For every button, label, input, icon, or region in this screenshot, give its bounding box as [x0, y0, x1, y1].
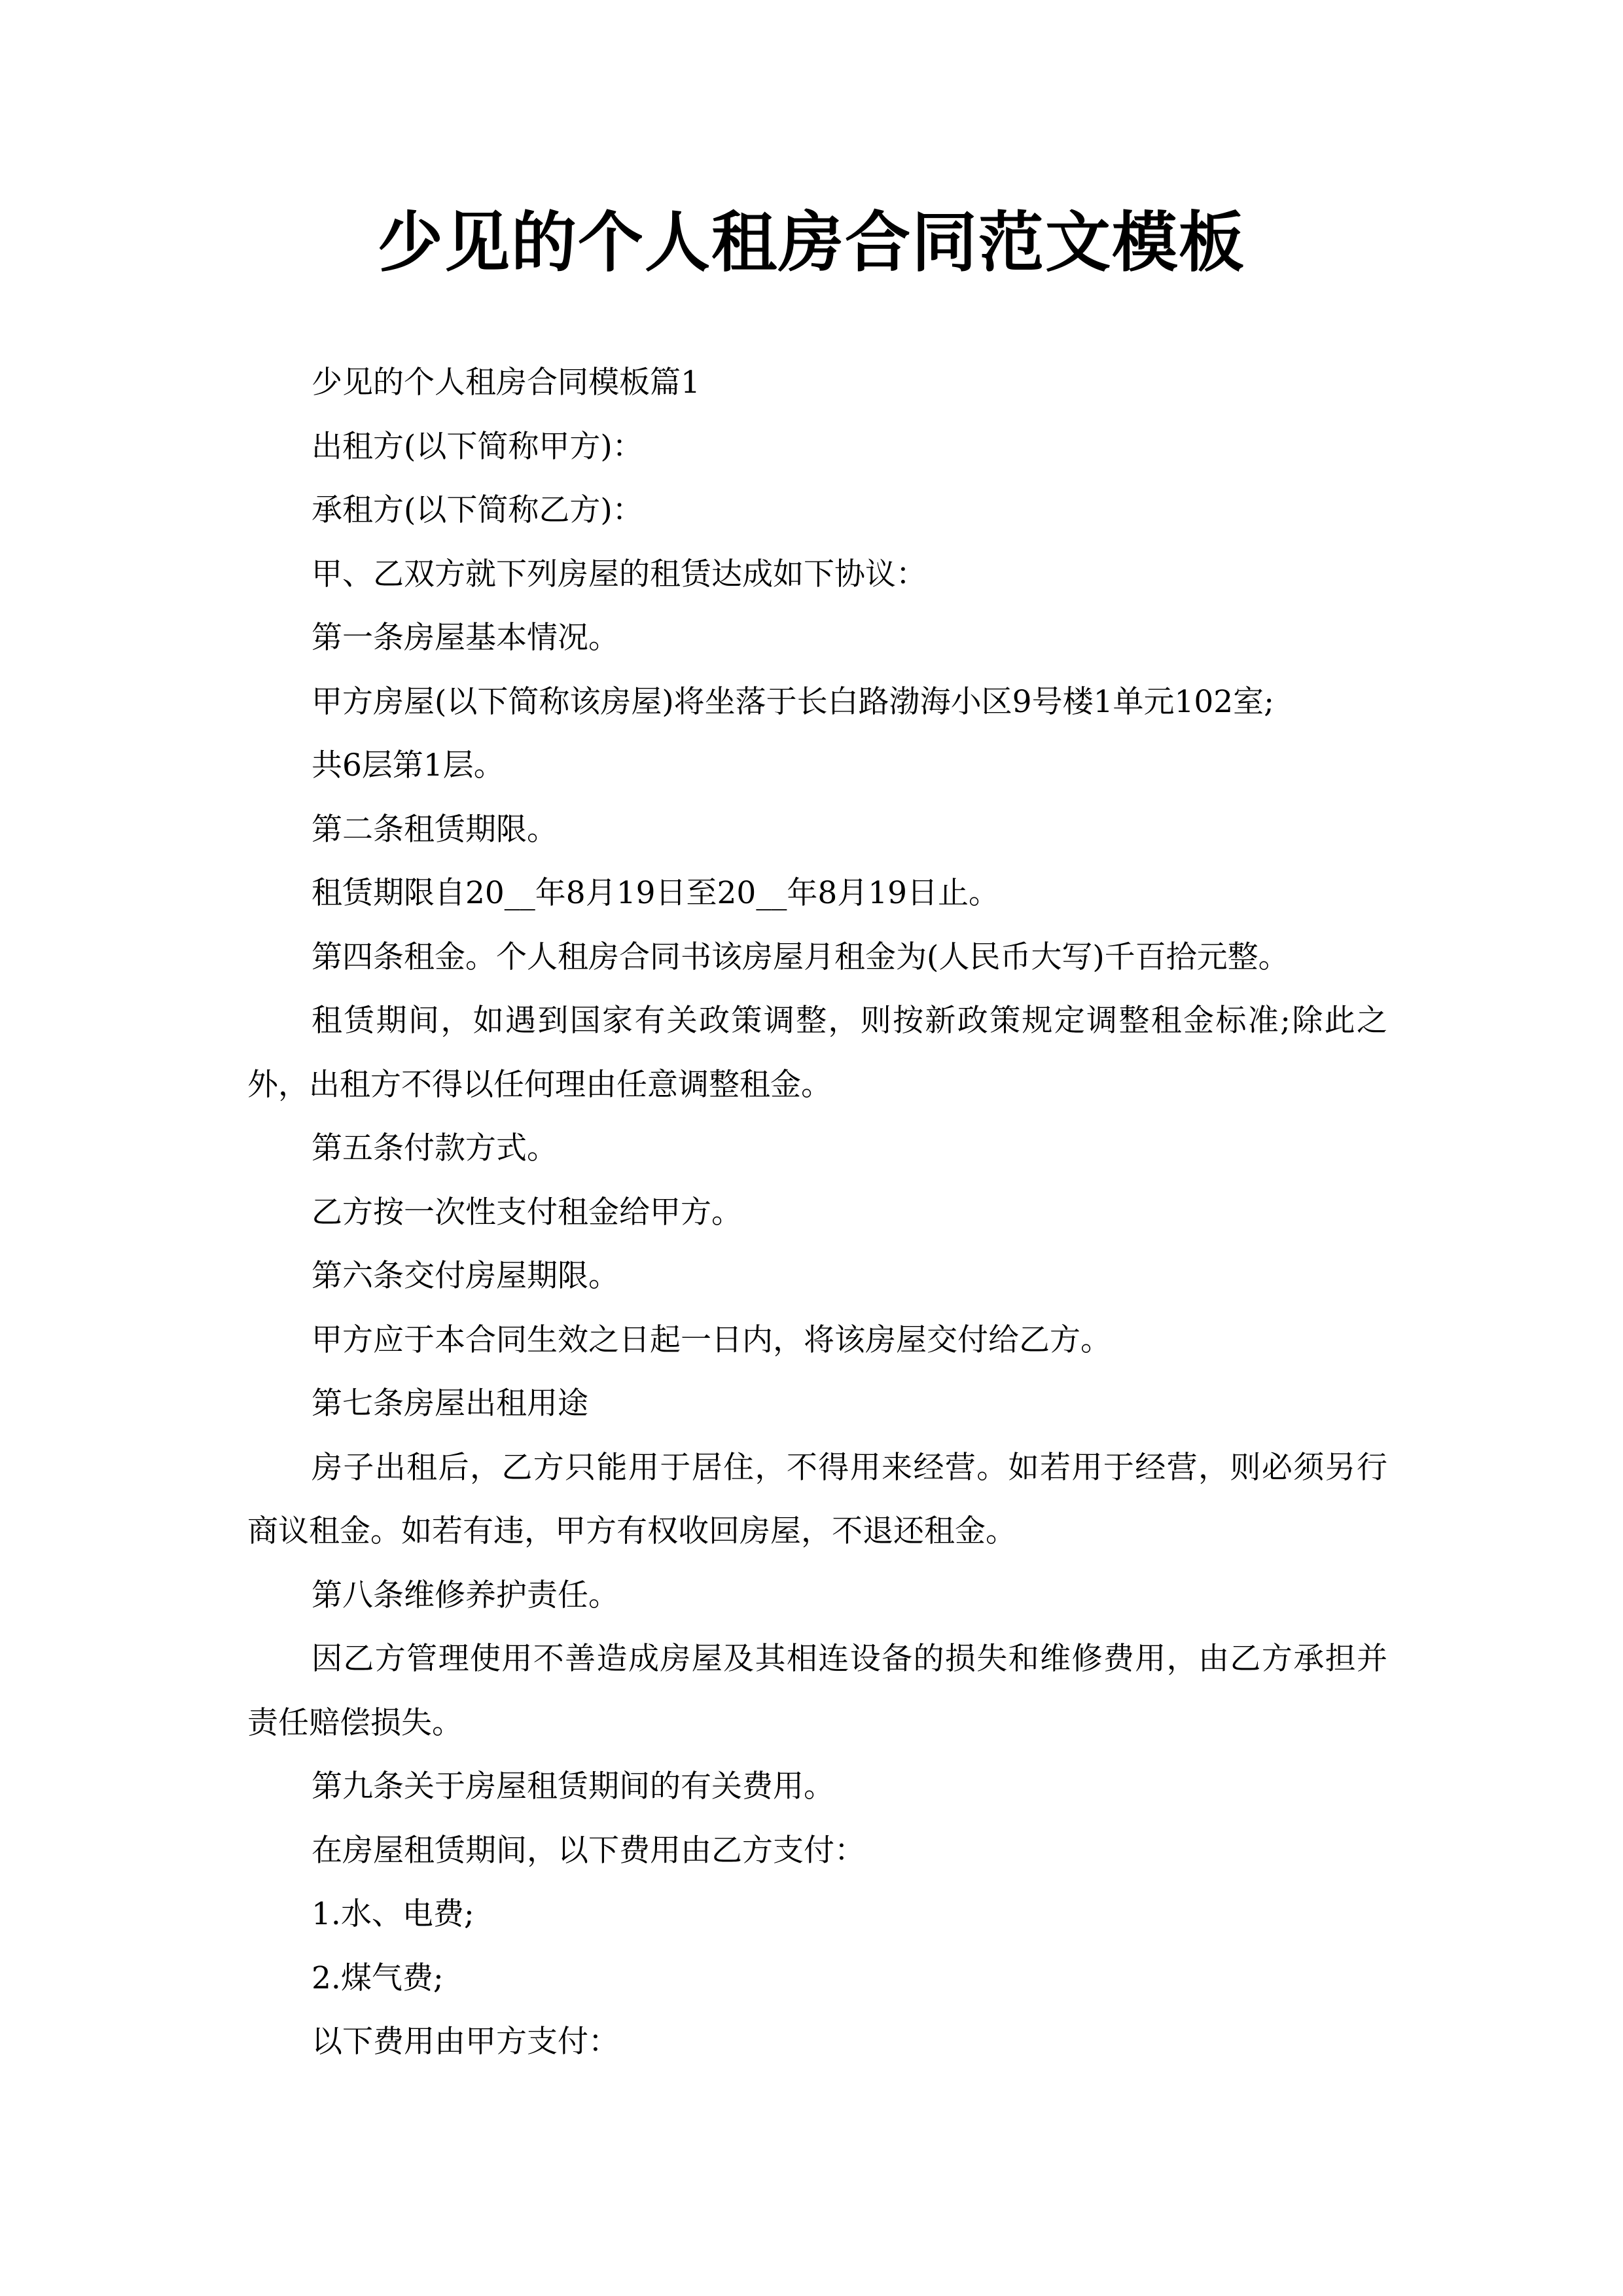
article-4-adjustment: 租赁期间，如遇到国家有关政策调整，则按新政策规定调整租金标准;除此之外，出租方不得以任何理由任意调整租金。	[247, 1003, 1387, 1103]
article-9-heading: 第九条关于房屋租赁期间的有关费用。	[312, 1768, 834, 1804]
article-7-usage: 房子出租后，乙方只能用于居住，不得用来经营。如若用于经营，则必须另行商议租金。如若有违，甲方有权收回房屋，不退还租金。	[247, 1449, 1387, 1549]
article-5-heading: 第五条付款方式。	[312, 1130, 558, 1166]
document-body	[247, 351, 1387, 2074]
article-6-heading: 第六条交付房屋期限。	[312, 1258, 619, 1294]
cost-item-1: 1.水、电费;	[312, 1896, 474, 1932]
article-9-lessee-costs: 在房屋租赁期间，以下费用由乙方支付：	[312, 1832, 865, 1869]
article-8-liability: 因乙方管理使用不善造成房屋及其相连设备的损失和维修费用，由乙方承担并责任赔偿损失。	[247, 1641, 1387, 1741]
article-7-heading: 第七条房屋出租用途	[312, 1386, 588, 1422]
document-title: 少见的个人租房合同范文模板	[378, 204, 1245, 281]
lessor-field: 出租方(以下简称甲方)：	[312, 428, 643, 465]
article-1-heading: 第一条房屋基本情况。	[312, 620, 619, 656]
article-9-lessor-costs: 以下费用由甲方支付：	[312, 2024, 619, 2060]
article-2-term: 租赁期限自20__年8月19日至20__年8月19日止。	[312, 875, 1000, 911]
section-heading: 少见的个人租房合同模板篇1	[312, 365, 700, 401]
article-8-heading: 第八条维修养护责任。	[312, 1577, 619, 1613]
article-2-heading: 第二条租赁期限。	[312, 811, 558, 848]
article-5-payment: 乙方按一次性支付租金给甲方。	[312, 1194, 742, 1230]
cost-item-2: 2.煤气费;	[312, 1960, 444, 1996]
article-4-rent: 第四条租金。个人租房合同书该房屋月租金为(人民币大写)千百拾元整。	[312, 939, 1289, 975]
article-6-delivery: 甲方应于本合同生效之日起一日内，将该房屋交付给乙方。	[312, 1321, 1111, 1358]
agreement-intro: 甲、乙双方就下列房屋的租赁达成如下协议：	[312, 556, 927, 592]
article-1-floor: 共6层第1层。	[312, 747, 505, 783]
article-1-address: 甲方房屋(以下简称该房屋)将坐落于长白路渤海小区9号楼1单元102室;	[312, 683, 1275, 720]
lessee-field: 承租方(以下简称乙方)：	[312, 492, 643, 528]
